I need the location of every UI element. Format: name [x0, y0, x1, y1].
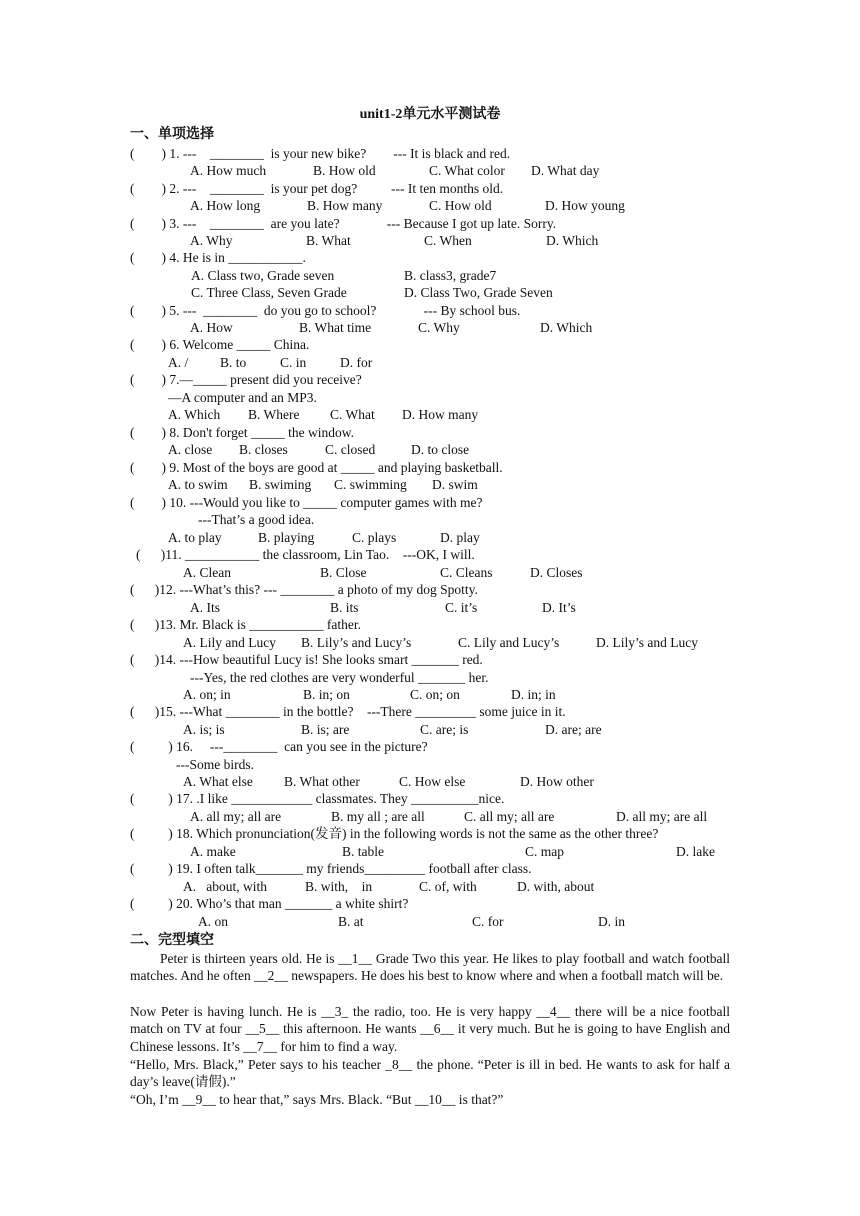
- q16-answer-line: ---Some birds.: [176, 757, 254, 772]
- q7-option-d: D. How many: [402, 407, 479, 422]
- q14-option-b: B. in; on: [303, 687, 350, 702]
- q7-option-b: B. Where: [248, 407, 300, 422]
- q9-option-d: D. swim: [432, 477, 478, 492]
- q19-option-d: D. with, about: [517, 879, 595, 894]
- q12-option-a: A. Its: [190, 600, 220, 615]
- q5-option-d: D. Which: [540, 320, 593, 335]
- q16-option-a: A. What else: [183, 774, 253, 789]
- q8-option-c: C. closed: [325, 442, 376, 457]
- q18-option-b: B. table: [342, 844, 384, 859]
- q13-option-b: B. Lily’s and Lucy’s: [301, 635, 412, 650]
- page-title: unit1-2单元水平测试卷: [359, 107, 501, 122]
- q18-option-a: A. make: [190, 844, 236, 859]
- q3-option-d: D. Which: [546, 233, 599, 248]
- cloze-paragraph-3: “Hello, Mrs. Black,” Peter says to his teacher _8__ the phone. “Peter is ill in bed. He wants to ask for half a day’s leave(请假).”: [130, 1057, 730, 1090]
- q20-option-c: C. for: [472, 914, 504, 929]
- question-4-stem: ( ) 4. He is in ___________.: [130, 250, 306, 265]
- q3-option-c: C. When: [424, 233, 472, 248]
- question-10-stem: ( ) 10. ---Would you like to _____ computer games with me?: [130, 495, 483, 510]
- q4-option-d: D. Class Two, Grade Seven: [404, 285, 553, 300]
- question-17-stem: ( ) 17. .I like ____________ classmates. They __________nice.: [130, 791, 505, 806]
- question-8-stem: ( ) 8. Don't forget _____ the window.: [130, 425, 355, 440]
- question-1-stem: ( ) 1. --- ________ is your new bike? --- It is black and red.: [130, 146, 511, 161]
- q7-option-c: C. What: [330, 407, 375, 422]
- q8-option-a: A. close: [168, 442, 213, 457]
- q2-option-c: C. How old: [429, 198, 492, 213]
- section-heading-choice: 一、单项选择: [130, 126, 214, 142]
- question-20-stem: ( ) 20. Who’s that man _______ a white shirt?: [130, 896, 409, 911]
- q5-option-b: B. What time: [299, 320, 372, 335]
- question-12-stem: ( )12. ---What’s this? --- ________ a photo of my dog Spotty.: [130, 582, 478, 597]
- q13-option-a: A. Lily and Lucy: [183, 635, 276, 650]
- q12-option-d: D. It’s: [542, 600, 576, 615]
- q17-option-d: D. all my; are all: [616, 809, 708, 824]
- q11-option-a: A. Clean: [183, 565, 231, 580]
- q6-option-d: D. for: [340, 355, 373, 370]
- q5-option-a: A. How: [190, 320, 233, 335]
- q7-option-a: A. Which: [168, 407, 221, 422]
- question-6-stem: ( ) 6. Welcome _____ China.: [130, 337, 310, 352]
- q14-option-c: C. on; on: [410, 687, 460, 702]
- q4-option-c: C. Three Class, Seven Grade: [191, 285, 347, 300]
- q15-option-b: B. is; are: [301, 722, 350, 737]
- q8-option-b: B. closes: [239, 442, 288, 457]
- q16-option-b: B. What other: [284, 774, 360, 789]
- q6-option-b: B. to: [220, 355, 247, 370]
- q19-option-a: A. about, with: [183, 879, 267, 894]
- q14-answer-line: ---Yes, the red clothes are very wonderful _______ her.: [190, 670, 489, 685]
- question-11-stem: ( )11. ___________ the classroom, Lin Tao. ---OK, I will.: [136, 547, 475, 562]
- q14-option-d: D. in; in: [511, 687, 556, 702]
- q6-option-a: A. /: [168, 355, 189, 370]
- q15-option-d: D. are; are: [545, 722, 602, 737]
- q3-option-a: A. Why: [190, 233, 233, 248]
- q13-option-c: C. Lily and Lucy’s: [458, 635, 560, 650]
- question-3-stem: ( ) 3. --- ________ are you late? --- Because I got up late. Sorry.: [130, 216, 557, 231]
- q20-option-b: B. at: [338, 914, 364, 929]
- q16-option-c: C. How else: [399, 774, 466, 789]
- q3-option-b: B. What: [306, 233, 351, 248]
- q4-option-b: B. class3, grade7: [404, 268, 497, 283]
- section-heading-cloze: 二、完型填空: [130, 932, 214, 948]
- question-18-stem: ( ) 18. Which pronunciation(发音) in the following words is not the same as the other three?: [130, 826, 659, 841]
- q15-option-c: C. are; is: [420, 722, 469, 737]
- q10-option-c: C. plays: [352, 530, 397, 545]
- q12-option-b: B. its: [330, 600, 359, 615]
- question-2-stem: ( ) 2. --- ________ is your pet dog? --- It ten months old.: [130, 181, 504, 196]
- q7-answer-line: —A computer and an MP3.: [168, 390, 317, 405]
- q17-option-c: C. all my; all are: [464, 809, 555, 824]
- q6-option-c: C. in: [280, 355, 307, 370]
- q19-option-c: C. of, with: [419, 879, 477, 894]
- q18-option-d: D. lake: [676, 844, 715, 859]
- q12-option-c: C. it’s: [445, 600, 478, 615]
- q10-option-b: B. playing: [258, 530, 315, 545]
- q20-option-d: D. in: [598, 914, 625, 929]
- q13-option-d: D. Lily’s and Lucy: [596, 635, 698, 650]
- cloze-paragraph-2: Now Peter is having lunch. He is __3_ the radio, too. He is very happy __4__ there will be a nice football match on TV at four __5__ this afternoon. He wants __6__ it very much. But he is going to have English and Chinese lessons. It’s __7__ for him to find a way.: [130, 1004, 730, 1054]
- q1-option-d: D. What day: [531, 163, 600, 178]
- q17-option-b: B. my all ; are all: [331, 809, 425, 824]
- q16-option-d: D. How other: [520, 774, 594, 789]
- q1-option-b: B. How old: [313, 163, 376, 178]
- question-14-stem: ( )14. ---How beautiful Lucy is! She looks smart _______ red.: [130, 652, 483, 667]
- q9-option-a: A. to swim: [168, 477, 228, 492]
- q14-option-a: A. on; in: [183, 687, 231, 702]
- q2-option-a: A. How long: [190, 198, 261, 213]
- q20-option-a: A. on: [198, 914, 228, 929]
- question-7-stem: ( ) 7.—_____ present did you receive?: [130, 372, 362, 387]
- q11-option-d: D. Closes: [530, 565, 583, 580]
- q8-option-d: D. to close: [411, 442, 470, 457]
- q9-option-c: C. swimming: [334, 477, 407, 492]
- q11-option-c: C. Cleans: [440, 565, 493, 580]
- question-15-stem: ( )15. ---What ________ in the bottle? ---There _________ some juice in it.: [130, 704, 566, 719]
- q10-option-d: D. play: [440, 530, 480, 545]
- question-13-stem: ( )13. Mr. Black is ___________ father.: [130, 617, 361, 632]
- q10-answer-line: ---That’s a good idea.: [198, 512, 315, 527]
- q9-option-b: B. swiming: [249, 477, 312, 492]
- q1-option-a: A. How much: [190, 163, 267, 178]
- cloze-paragraph-4: “Oh, I’m __9__ to hear that,” says Mrs. Black. “But __10__ is that?”: [130, 1092, 504, 1107]
- q2-option-b: B. How many: [307, 198, 383, 213]
- q5-option-c: C. Why: [418, 320, 460, 335]
- q11-option-b: B. Close: [320, 565, 367, 580]
- q17-option-a: A. all my; all are: [190, 809, 282, 824]
- question-16-stem: ( ) 16. ---________ can you see in the picture?: [130, 739, 428, 754]
- q2-option-d: D. How young: [545, 198, 625, 213]
- question-9-stem: ( ) 9. Most of the boys are good at _____ and playing basketball.: [130, 460, 503, 475]
- question-5-stem: ( ) 5. --- ________ do you go to school? --- By school bus.: [130, 303, 521, 318]
- cloze-paragraph-1: Peter is thirteen years old. He is __1__ Grade Two this year. He likes to play football and watch football matches. And he often __2__ newspapers. He does his best to know where and when a football match will be.: [130, 951, 730, 984]
- question-19-stem: ( ) 19. I often talk_______ my friends_________ football after class.: [130, 861, 532, 876]
- q4-option-a: A. Class two, Grade seven: [191, 268, 335, 283]
- q1-option-c: C. What color: [429, 163, 505, 178]
- q18-option-c: C. map: [525, 844, 564, 859]
- q19-option-b: B. with, in: [305, 879, 373, 894]
- q15-option-a: A. is; is: [183, 722, 225, 737]
- q10-option-a: A. to play: [168, 530, 222, 545]
